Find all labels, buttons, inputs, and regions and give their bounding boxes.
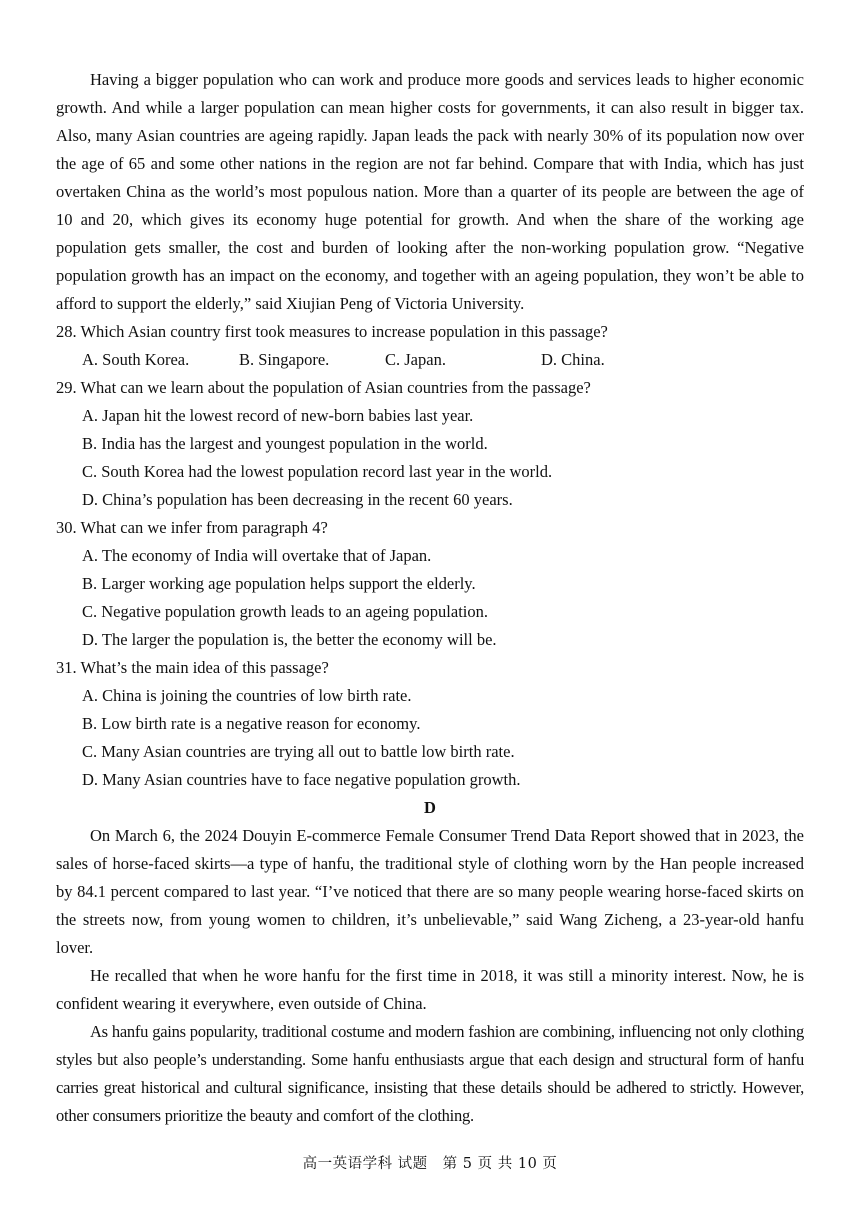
option-b: B. Larger working age population helps support the elderly. bbox=[82, 574, 476, 593]
option-b: B. Low birth rate is a negative reason for economy. bbox=[82, 714, 421, 733]
option-c: C. Japan. bbox=[385, 350, 446, 369]
question-stem: 30. What can we infer from paragraph 4? bbox=[56, 518, 328, 537]
option-a: A. The economy of India will overtake that of Japan. bbox=[82, 546, 432, 565]
passage-d-paragraph-3: As hanfu gains popularity, traditional costume and modern fashion are combining, influencing not only clothing styles but also people’s understanding. Some hanfu enthusiasts argue that each design and structural form of hanfu carries great historical and cultural significance, insisting that these details should be adhered to strictly. However, other consumers prioritize the beauty and comfort of the clothing. bbox=[56, 1022, 804, 1125]
question-stem: 28. Which Asian country first took measures to increase population in this passage? bbox=[56, 322, 608, 341]
option-a: A. Japan hit the lowest record of new-born babies last year. bbox=[82, 406, 474, 425]
option-d: D. China. bbox=[541, 350, 605, 369]
option-d: D. Many Asian countries have to face negative population growth. bbox=[82, 770, 521, 789]
question-28 bbox=[56, 318, 804, 374]
options-row bbox=[56, 346, 804, 374]
passage-d-paragraph-1: On March 6, the 2024 Douyin E-commerce Female Consumer Trend Data Report showed that in 2023, the sales of horse-faced skirts—a type of hanfu, the traditional style of clothing worn by the Han people increased by 84.1 percent compared to last year. “I’ve noticed that there are so many people wearing horse-faced skirts on the streets now, from young women to children, it’s unbelievable,” said Wang Zicheng, a 23-year-old hanfu lover. bbox=[56, 826, 804, 957]
option-d: D. The larger the population is, the better the economy will be. bbox=[82, 630, 497, 649]
option-c: C. South Korea had the lowest population record last year in the world. bbox=[82, 462, 553, 481]
passage-c-paragraph-4: Having a bigger population who can work and produce more goods and services leads to higher economic growth. And while a larger population can mean higher costs for governments, it can also result in bigger tax. Also, many Asian countries are ageing rapidly. Japan leads the pack with nearly 30% of its population now over the age of 65 and some other nations in the region are not far behind. Compare that with India, which has just overtaken China as the world’s most populous nation. More than a quarter of its people are between the age of 10 and 20, which gives its economy huge potential for growth. And when the share of the working age population gets smaller, the cost and burden of looking after the non-working population grow. “Negative population growth has an impact on the economy, and together with an ageing population, they won’t be able to afford to support the elderly,” said Xiujian Peng of Victoria University. bbox=[56, 70, 804, 313]
passage-d-paragraph-2: He recalled that when he wore hanfu for the first time in 2018, it was still a minority interest. Now, he is confident wearing it everywhere, even outside of China. bbox=[56, 966, 804, 1013]
option-c: C. Many Asian countries are trying all out to battle low birth rate. bbox=[82, 742, 515, 761]
option-b: B. India has the largest and youngest population in the world. bbox=[82, 434, 488, 453]
exam-page bbox=[56, 66, 804, 1130]
option-c: C. Negative population growth leads to an ageing population. bbox=[82, 602, 488, 621]
page-footer: 高一英语学科 试题 第 5 页 共 10 页 bbox=[302, 1156, 558, 1172]
question-stem: 29. What can we learn about the population of Asian countries from the passage? bbox=[56, 378, 591, 397]
passage-d-label: D bbox=[424, 798, 436, 817]
option-a: A. South Korea. bbox=[82, 350, 190, 369]
option-a: A. China is joining the countries of low birth rate. bbox=[82, 686, 412, 705]
option-d: D. China’s population has been decreasing in the recent 60 years. bbox=[82, 490, 513, 509]
option-b: B. Singapore. bbox=[239, 350, 330, 369]
question-stem: 31. What’s the main idea of this passage? bbox=[56, 658, 329, 677]
question-30 bbox=[56, 514, 804, 654]
question-29 bbox=[56, 374, 804, 514]
question-31 bbox=[56, 654, 804, 794]
